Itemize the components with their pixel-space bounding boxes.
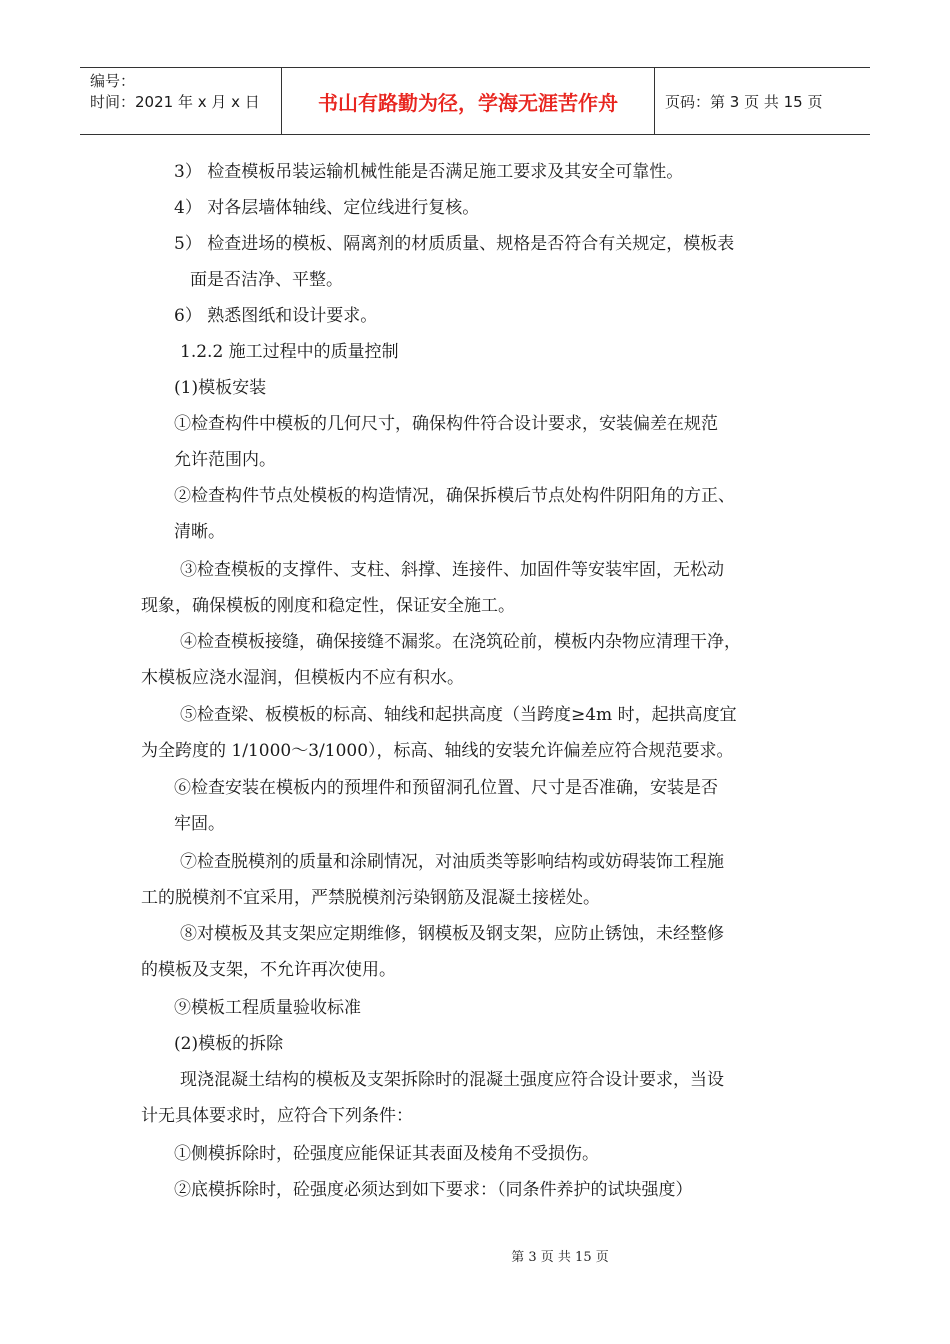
body-line: ②底模拆除时，砼强度必须达到如下要求：（同条件养护的试块强度） (174, 1180, 693, 1200)
body-line: 允许范围内。 (174, 450, 276, 470)
body-line: ⑤检查梁、板模板的标高、轴线和起拱高度（当跨度≥4m 时，起拱高度宜 (180, 705, 737, 725)
body-line: ④检查模板接缝，确保接缝不漏浆。在浇筑砼前，模板内杂物应清理干净， (180, 632, 741, 652)
body-line: 现象，确保模板的刚度和稳定性，保证安全施工。 (141, 596, 515, 616)
header-meta (80, 68, 282, 134)
body-line: 面是否洁净、平整。 (190, 270, 343, 290)
body-line: 工的脱模剂不宜采用，严禁脱模剂污染钢筋及混凝土接槎处。 (141, 888, 600, 908)
document-time: 时间：2021 年 x 月 x 日 (90, 93, 260, 111)
body-line: 清晰。 (174, 522, 225, 542)
section-heading: 1.2.2 施工过程中的质量控制 (180, 342, 399, 362)
body-line: 4） 对各层墙体轴线、定位线进行复核。 (174, 198, 480, 218)
body-line: ③检查模板的支撑件、支柱、斜撑、连接件、加固件等安装牢固，无松动 (180, 560, 724, 580)
page-header (80, 67, 870, 135)
body-line: 的模板及支架，不允许再次使用。 (141, 960, 396, 980)
subsection-heading: (1)模板安装 (174, 378, 267, 398)
body-line: 3） 检查模板吊装运输机械性能是否满足施工要求及其安全可靠性。 (174, 162, 684, 182)
body-line: ⑦检查脱模剂的质量和涂刷情况，对油质类等影响结构或妨碍装饰工程施 (180, 852, 724, 872)
body-line: ⑥检查安装在模板内的预埋件和预留洞孔位置、尺寸是否准确，安装是否 (174, 778, 718, 798)
document-number-label: 编号： (90, 72, 136, 90)
body-line: ⑧对模板及其支架应定期维修，钢模板及钢支架，应防止锈蚀，未经整修 (180, 924, 724, 944)
header-page-info: 页码：第 3 页 共 15 页 (665, 92, 823, 111)
body-line: 6） 熟悉图纸和设计要求。 (174, 306, 378, 326)
body-line: 5） 检查进场的模板、隔离剂的材质质量、规格是否符合有关规定，模板表 (174, 234, 735, 254)
body-line: ①检查构件中模板的几何尺寸，确保构件符合设计要求，安装偏差在规范 (174, 414, 718, 434)
body-line: ②检查构件节点处模板的构造情况，确保拆模后节点处构件阴阳角的方正、 (174, 486, 735, 506)
body-line: ①侧模拆除时，砼强度应能保证其表面及棱角不受损伤。 (174, 1144, 599, 1164)
body-line: 现浇混凝土结构的模板及支架拆除时的混凝土强度应符合设计要求，当设 (180, 1070, 724, 1090)
body-line: 牢固。 (174, 814, 225, 834)
header-motto: 书山有路勤为径，学海无涯苦作舟 (282, 68, 655, 134)
body-line: ⑨模板工程质量验收标准 (174, 998, 361, 1018)
body-line: 为全跨度的 1/1000～3/1000），标高、轴线的安装允许偏差应符合规范要求。 (141, 741, 734, 761)
page-footer: 第 3 页 共 15 页 (511, 1250, 609, 1265)
body-line: 木模板应浇水湿润，但模板内不应有积水。 (141, 668, 464, 688)
subsection-heading: (2)模板的拆除 (174, 1034, 284, 1054)
body-line: 计无具体要求时，应符合下列条件： (141, 1106, 413, 1126)
